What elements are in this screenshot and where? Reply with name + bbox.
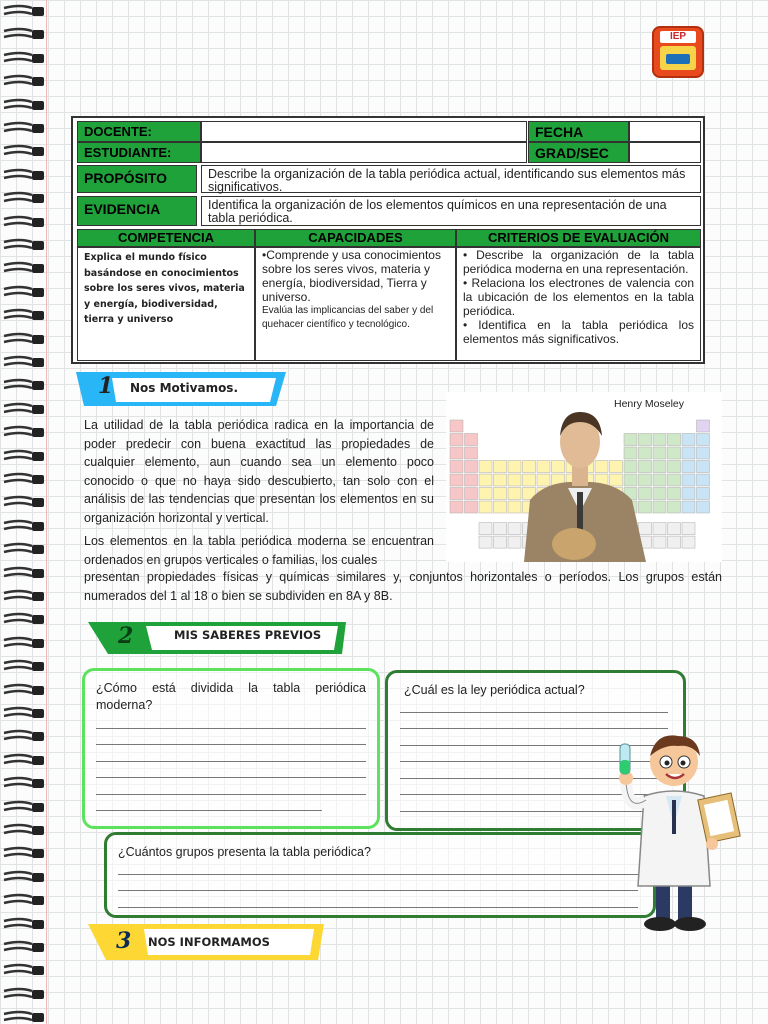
periodic-table-cell (682, 474, 695, 486)
periodic-table-cell (682, 447, 695, 459)
spiral-coil (2, 542, 46, 556)
periodic-table-cell (653, 488, 666, 500)
periodic-table-cell (450, 501, 463, 513)
periodic-table-illustration (446, 392, 722, 562)
evidencia-label: EVIDENCIA (77, 196, 197, 226)
gradsec-label: GRAD/SEC (528, 142, 629, 163)
spiral-coil (2, 144, 46, 158)
periodic-table-cell (465, 474, 478, 486)
question-1-answer-lines[interactable] (96, 712, 366, 811)
periodic-table-cell (682, 501, 695, 513)
section1-banner (76, 370, 288, 408)
competencia-header: COMPETENCIA (77, 229, 255, 247)
spiral-coil (2, 566, 46, 580)
periodic-table-cell (653, 461, 666, 473)
spiral-coil (2, 753, 46, 767)
estudiante-label: ESTUDIANTE: (77, 142, 201, 163)
section1-paragraph-2b: presentan propiedades físicas y químicas similares y, conjuntos horizontales o períodos. Los grupos están numerados del 1 al 18 o bien se subdividen en 8A y 8B. (84, 570, 722, 603)
spiral-coil (2, 215, 46, 229)
periodic-table-cell (653, 501, 666, 513)
periodic-table-cell (682, 461, 695, 473)
periodic-table-cell (668, 523, 681, 535)
periodic-table-cell (537, 474, 550, 486)
periodic-table-cell (624, 474, 637, 486)
evidencia-text: Identifica la organización de los elementos químicos en una representación de una tabla periódica. (201, 196, 701, 226)
proposito-label: PROPÓSITO (77, 165, 197, 193)
periodic-table-cell (494, 501, 507, 513)
criterios-header: CRITERIOS DE EVALUACIÓN (456, 229, 701, 247)
spiral-coil (2, 168, 46, 182)
question-1-text: ¿Cómo está dividida la tabla periódica moderna? (96, 681, 366, 712)
section3-number: 3 (116, 928, 132, 954)
periodic-table-cell (668, 536, 681, 548)
criterio-3: • Identifica en la tabla periódica los elementos más significativos. (463, 318, 694, 346)
periodic-table-cell (610, 461, 623, 473)
periodic-table-cell (639, 461, 652, 473)
periodic-table-cell (465, 447, 478, 459)
periodic-table-cell (450, 447, 463, 459)
capacidades-header: CAPACIDADES (255, 229, 456, 247)
periodic-table-cell (523, 461, 536, 473)
periodic-table-cell (450, 474, 463, 486)
spiral-coil (2, 987, 46, 1001)
periodic-table-cell (479, 536, 492, 548)
spiral-coil (2, 74, 46, 88)
criterio-1: • Describe la organización de la tabla periódica moderna en una representación. (463, 248, 694, 276)
school-logo (652, 26, 704, 78)
competencia-text: Explica el mundo físico basándose en conocimientos sobre los seres vivos, materia y energía, biodiversidad, tierra y universo (77, 247, 255, 361)
section3-banner (88, 922, 326, 962)
spiral-coil (2, 51, 46, 65)
fecha-field[interactable] (629, 121, 701, 142)
periodic-table-cell (653, 434, 666, 446)
proposito-text: Describe la organización de la tabla periódica actual, identificando sus elementos más significativos. (201, 165, 701, 193)
periodic-table-cell (653, 523, 666, 535)
spiral-coil (2, 870, 46, 884)
section1-paragraph-2a: Los elementos en la tabla periódica moderna se encuentran ordenados en grupos verticales o familias, los cuales (84, 534, 434, 567)
periodic-table-cell (653, 447, 666, 459)
periodic-table-cell (639, 488, 652, 500)
spiral-coil (2, 519, 46, 533)
periodic-table-cell (450, 420, 463, 432)
question-3-answer-lines[interactable] (118, 858, 638, 908)
spiral-coil (2, 495, 46, 509)
spiral-coil (2, 636, 46, 650)
spiral-coil (2, 378, 46, 392)
spiral-coil (2, 940, 46, 954)
periodic-table-cell (508, 488, 521, 500)
periodic-table-cell (682, 488, 695, 500)
logo-emblem (660, 46, 696, 70)
section2-title: MIS SABERES PREVIOS (174, 628, 322, 642)
spiral-coil (2, 917, 46, 931)
criterios-cell (456, 247, 701, 361)
spiral-coil (2, 683, 46, 697)
capacidades-cell (255, 247, 456, 361)
periodic-table-cell (479, 501, 492, 513)
periodic-table-cell (697, 488, 710, 500)
periodic-table-cell (653, 536, 666, 548)
periodic-table-cell (479, 523, 492, 535)
periodic-table-cell (595, 461, 608, 473)
periodic-table-cell (523, 474, 536, 486)
spiral-coil (2, 823, 46, 837)
periodic-table-cell (494, 488, 507, 500)
docente-field[interactable] (201, 121, 527, 142)
spiral-coil (2, 706, 46, 720)
periodic-table-cell (508, 536, 521, 548)
periodic-table-cell (697, 461, 710, 473)
periodic-table-cell (552, 461, 565, 473)
criterio-2: • Relaciona los electrones de valencia con la ubicación de los elementos en la tabla periódica. (463, 276, 694, 318)
spiral-coil (2, 963, 46, 977)
spiral-coil (2, 425, 46, 439)
spiral-coil (2, 846, 46, 860)
periodic-table-cell (697, 420, 710, 432)
periodic-table-cell (668, 461, 681, 473)
section2-banner (88, 620, 350, 656)
periodic-table-cell (508, 461, 521, 473)
estudiante-field[interactable] (201, 142, 527, 163)
periodic-table-cell (479, 488, 492, 500)
periodic-table-cell (697, 474, 710, 486)
image-caption: Henry Moseley (614, 398, 685, 410)
docente-label: DOCENTE: (77, 121, 201, 142)
periodic-table-cell (682, 523, 695, 535)
scientist-cartoon-illustration (608, 726, 748, 936)
periodic-table-cell (624, 461, 637, 473)
periodic-table-cell (494, 474, 507, 486)
logo-acronym: IEP (660, 31, 696, 43)
periodic-table-cell (508, 474, 521, 486)
periodic-table-cell (465, 501, 478, 513)
periodic-table-cell (450, 434, 463, 446)
spiral-coil (2, 98, 46, 112)
periodic-table-cell (668, 501, 681, 513)
spiral-coil (2, 308, 46, 322)
section2-number: 2 (118, 623, 134, 649)
spiral-coil (2, 776, 46, 790)
spiral-coil (2, 893, 46, 907)
question-2-text: ¿Cuál es la ley periódica actual? (404, 683, 585, 697)
periodic-table-cell (653, 474, 666, 486)
spiral-coil (2, 589, 46, 603)
periodic-table-cell (494, 461, 507, 473)
periodic-table-cell (668, 447, 681, 459)
periodic-table-cell (610, 474, 623, 486)
gradsec-field[interactable] (629, 142, 701, 163)
periodic-table-cell (465, 488, 478, 500)
periodic-table-cell (697, 434, 710, 446)
periodic-table-cell (668, 488, 681, 500)
spiral-binding (2, 0, 48, 1024)
spiral-coil (2, 1010, 46, 1024)
spiral-coil (2, 238, 46, 252)
periodic-table-cell (639, 501, 652, 513)
spiral-coil (2, 402, 46, 416)
section3-title: NOS INFORMAMOS (148, 935, 270, 949)
spiral-coil (2, 659, 46, 673)
periodic-table-cell (465, 461, 478, 473)
periodic-table-cell (494, 523, 507, 535)
section1-title: Nos Motivamos. (130, 381, 239, 395)
periodic-table-cell (494, 536, 507, 548)
periodic-table-cell (668, 434, 681, 446)
periodic-table-cell (682, 536, 695, 548)
section1-paragraph-1: La utilidad de la tabla periódica radica en la importancia de poder predecir con buena exactitud las propiedades de cualquier elemento, aun cuando sea un elemento poco conocido o que no haya sido descubierto, tan solo con el análisis de las tendencias que presentan los elementos en su organización horizontal y vertical. (84, 418, 434, 525)
spiral-coil (2, 355, 46, 369)
spiral-coil (2, 121, 46, 135)
spiral-coil (2, 332, 46, 346)
periodic-table-cell (465, 434, 478, 446)
spiral-coil (2, 472, 46, 486)
periodic-table-cell (639, 447, 652, 459)
capacidades-small: Evalúa las implicancias del saber y del quehacer científico y tecnológico. (262, 305, 434, 330)
spiral-coil (2, 285, 46, 299)
periodic-table-cell (639, 523, 652, 535)
periodic-table-cell (668, 474, 681, 486)
fecha-label: FECHA (528, 121, 629, 142)
periodic-table-cell (697, 447, 710, 459)
spiral-coil (2, 27, 46, 41)
spiral-coil (2, 449, 46, 463)
periodic-table-cell (479, 461, 492, 473)
periodic-table-cell (624, 447, 637, 459)
spiral-coil (2, 261, 46, 275)
periodic-table-cell (624, 434, 637, 446)
periodic-table-cell (697, 501, 710, 513)
periodic-table-cell (682, 434, 695, 446)
spiral-coil (2, 729, 46, 743)
capacidades-main: •Comprende y usa conocimientos sobre los seres vivos, materia y energía, biodiversidad, Tierra y universo. (262, 248, 441, 304)
henry-moseley-periodic-table-image (446, 392, 722, 562)
spiral-coil (2, 612, 46, 626)
periodic-table-cell (479, 474, 492, 486)
periodic-table-cell (508, 523, 521, 535)
periodic-table-cell (639, 434, 652, 446)
spiral-coil (2, 4, 46, 18)
section1-number: 1 (98, 373, 114, 399)
spiral-coil (2, 800, 46, 814)
periodic-table-cell (508, 501, 521, 513)
question-3-text: ¿Cuántos grupos presenta la tabla periódica? (118, 845, 371, 859)
periodic-table-cell (537, 461, 550, 473)
periodic-table-cell (450, 461, 463, 473)
periodic-table-cell (639, 474, 652, 486)
spiral-coil (2, 191, 46, 205)
periodic-table-cell (450, 488, 463, 500)
header-info-table (71, 116, 705, 364)
